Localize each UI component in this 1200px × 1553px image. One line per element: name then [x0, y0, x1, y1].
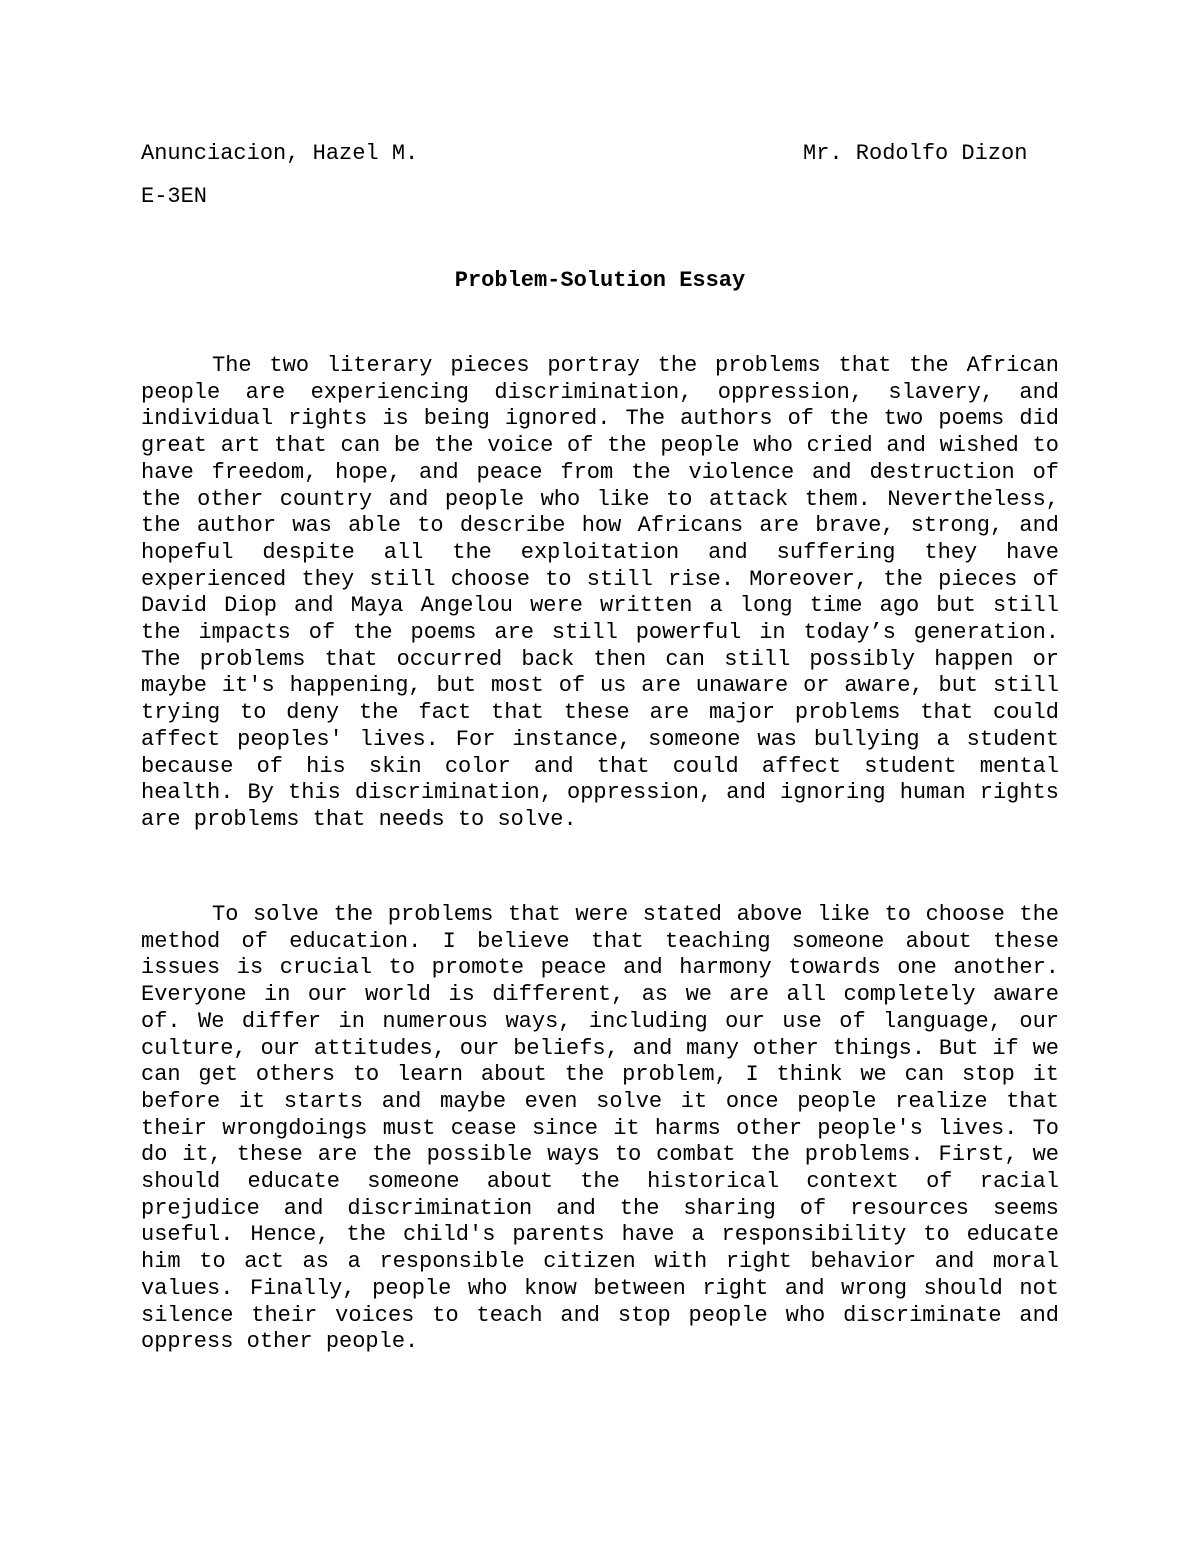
author-name: Anunciacion, Hazel M.	[141, 141, 419, 166]
teacher-name: Mr. Rodolfo Dizon	[803, 141, 1028, 166]
essay-paragraph-1: The two literary pieces portray the problems that the African people are experiencing discrimination, oppression, slavery, and individual rights is being ignored. The authors of the two poems did great art that can be the voice of the people who cried and wished to have freedom, hope, and peace from the violence and destruction of the other country and people who like to attack them. Nevertheless, the author was able to describe how Africans are brave, strong, and hopeful despite all the exploitation and suffering they have experienced they still choose to still rise. Moreover, the pieces of David Diop and Maya Angelou were written a long time ago but still the impacts of the poems are still powerful in today’s generation. The problems that occurred back then can still possibly happen or maybe it's happening, but most of us are unaware or aware, but still trying to deny the fact that these are major problems that could affect peoples' lives. For instance, someone was bullying a student because of his skin color and that could affect student mental health. By this discrimination, oppression, and ignoring human rights are problems that needs to solve.	[141, 353, 1059, 832]
essay-title: Problem-Solution Essay	[454, 268, 746, 293]
class-section: E-3EN	[141, 184, 208, 209]
essay-paragraph-2: To solve the problems that were stated above like to choose the method of education. I believe that teaching someone about these issues is crucial to promote peace and harmony towards one another. Everyone in our world is different, as we are all completely aware of. We differ in numerous ways, including our use of language, our culture, our attitudes, our beliefs, and many other things. But if we can get others to learn about the problem, I think we can stop it before it starts and maybe even solve it once people realize that their wrongdoings must cease since it harms other people's lives. To do it, these are the possible ways to combat the problems. First, we should educate someone about the historical context of racial prejudice and discrimination and the sharing of resources seems useful. Hence, the child's parents have a responsibility to educate him to act as a responsible citizen with right behavior and moral values. Finally, people who know between right and wrong should not silence their voices to teach and stop people who discriminate and oppress other people.	[141, 902, 1059, 1355]
